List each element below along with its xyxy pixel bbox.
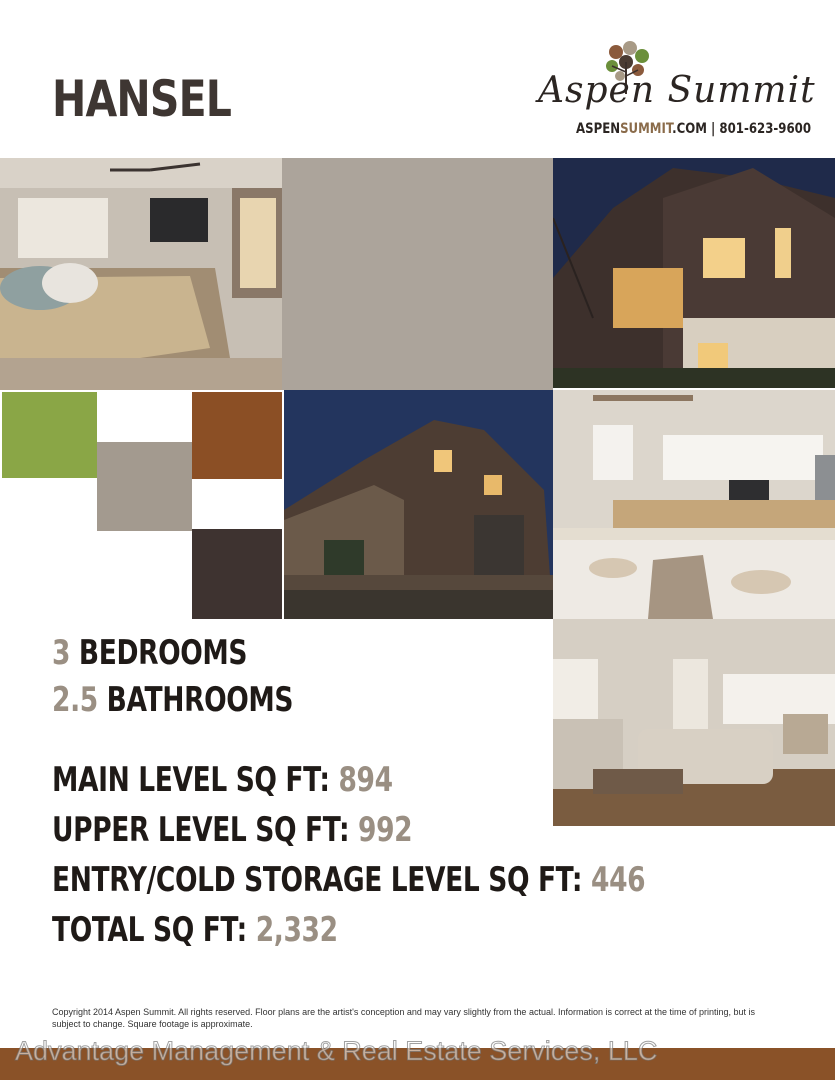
living-room-photo (553, 619, 835, 826)
phone-number: 801-623-9600 (719, 121, 812, 137)
kitchen-photo (553, 390, 835, 619)
bedroom-photo (0, 158, 282, 390)
website-suffix: .COM (672, 121, 707, 137)
bedrooms-spec (52, 633, 247, 673)
total-sqft-value: 2,332 (255, 910, 338, 950)
exterior-dusk-photo (284, 390, 553, 619)
green-color-block (2, 392, 97, 478)
website-accent: SUMMIT (620, 121, 673, 137)
exterior-night-photo (553, 158, 835, 388)
brown-color-block (192, 392, 282, 479)
bedrooms-value: 3 (52, 633, 71, 673)
entry-level-value: 446 (591, 860, 646, 900)
bedrooms-label: BEDROOMS (78, 633, 248, 673)
upper-level-label: UPPER LEVEL SQ FT: (52, 810, 350, 850)
total-sqft-label: TOTAL SQ FT: (52, 910, 247, 950)
entry-level-label: ENTRY/COLD STORAGE LEVEL SQ FT: (52, 860, 583, 900)
bathrooms-value: 2.5 (52, 680, 98, 720)
logo-wordmark: Aspen Summit (538, 70, 816, 111)
watermark-text: Advantage Management & Real Estate Services, LLC (15, 1036, 658, 1066)
main-level-label: MAIN LEVEL SQ FT: (52, 760, 330, 800)
copyright-notice: Copyright 2014 Aspen Summit. All rights reserved. Floor plans are the artist's conception and may vary slightly from the actual. Information is correct at the time of printing, but is subject to change. Square footage is approximate. (52, 1007, 756, 1029)
separator: | (711, 121, 716, 137)
website-prefix: ASPEN (576, 121, 621, 137)
dark-color-block (192, 529, 282, 619)
main-level-value: 894 (338, 760, 393, 800)
upper-level-value: 992 (358, 810, 413, 850)
upper-level-spec (52, 810, 412, 850)
main-level-spec (52, 760, 393, 800)
logo-contact-line (576, 121, 811, 137)
bathrooms-spec (52, 680, 293, 720)
taupe-block (282, 158, 553, 390)
total-sqft-spec (52, 910, 338, 950)
entry-level-spec (52, 860, 645, 900)
bathrooms-label: BATHROOMS (106, 680, 294, 720)
model-name-title: HANSEL (52, 70, 232, 128)
gray-color-block (97, 442, 192, 531)
